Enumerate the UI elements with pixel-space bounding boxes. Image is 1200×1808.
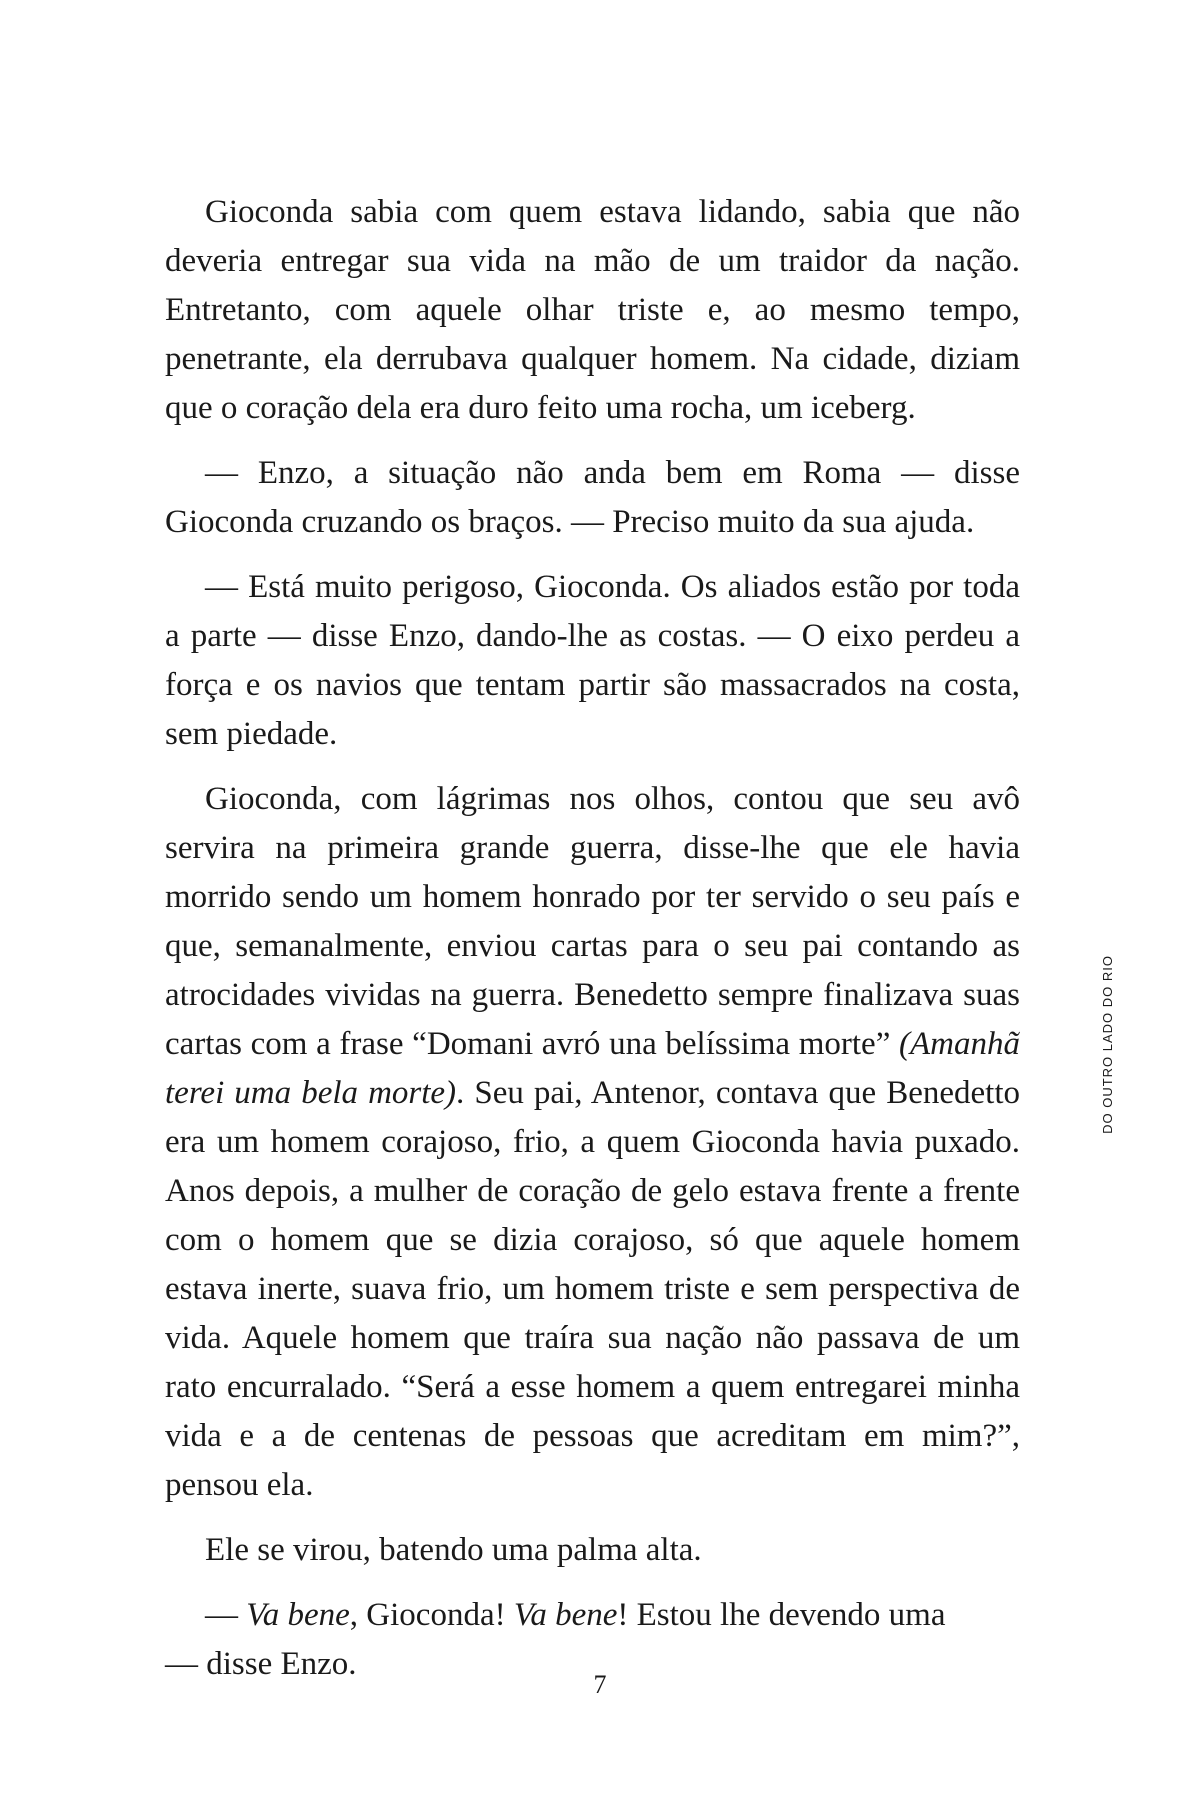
paragraph-4-text-b: . Seu pai, Antenor, contava que Benedetto era um homem corajoso, frio, a quem Gioconda havia puxado. Anos depois, a mulher de coração de gelo estava frente a frente com o homem que se dizia corajoso, só que aquele homem estava inerte, suava frio, um homem triste e sem perspectiva de vida. Aquele homem que traíra sua nação não passava de um rato encurralado. “Será a esse homem a quem entregarei minha vida e a de centenas de pessoas que acreditam em mim?”, pensou ela. (165, 1075, 1020, 1503)
paragraph-5: Ele se virou, batendo uma palma alta. (205, 1532, 702, 1568)
paragraph-2: — Enzo, a situação não anda bem em Roma — disse Gioconda cruzando os braços. — Preciso muito da sua ajuda. (165, 455, 1020, 540)
page-body (165, 188, 1020, 1705)
paragraph-6-continuation: — disse Enzo. (165, 1646, 357, 1682)
paragraph-6-italic-2: Va bene (513, 1597, 618, 1633)
paragraph-4-translation: (Amanhã terei uma bela morte) (165, 1026, 1020, 1111)
paragraph-6-end: ! Estou lhe devendo uma (617, 1597, 946, 1633)
paragraph-6 (165, 1591, 1020, 1640)
paragraph-6-dash: — (205, 1597, 247, 1633)
paragraph-1: Gioconda sabia com quem estava lidando, sabia que não deveria entregar sua vida na mão de um traidor da nação. Entretanto, com aquele olhar triste e, ao mesmo tempo, penetrante, ela derrubava qualquer homem. Na cidade, diziam que o coração dela era duro feito uma rocha, um iceberg. (165, 194, 1020, 426)
page-number: 7 (593, 1670, 607, 1699)
running-title: DO OUTRO LADO DO RIO (1100, 955, 1115, 1134)
paragraph-6-italic-1: Va bene (246, 1597, 350, 1633)
paragraph-4 (165, 775, 1020, 1510)
paragraph-3: — Está muito perigoso, Gioconda. Os aliados estão por toda a parte — disse Enzo, dando-lhe as costas. — O eixo perdeu a força e os navios que tentam partir são massacrados na costa, sem piedade. (165, 569, 1020, 752)
paragraph-4-text-a: Gioconda, com lágrimas nos olhos, contou que seu avô servira na primeira grande guerra, disse-lhe que ele havia morrido sendo um homem honrado por ter servido o seu país e que, semanalmente, enviou cartas para o seu pai contando as atrocidades vividas na guerra. Benedetto sempre finalizava suas cartas com a frase “Domani avró una belíssima morte” (165, 781, 1020, 1062)
paragraph-6-middle: , Gioconda! (349, 1597, 514, 1633)
